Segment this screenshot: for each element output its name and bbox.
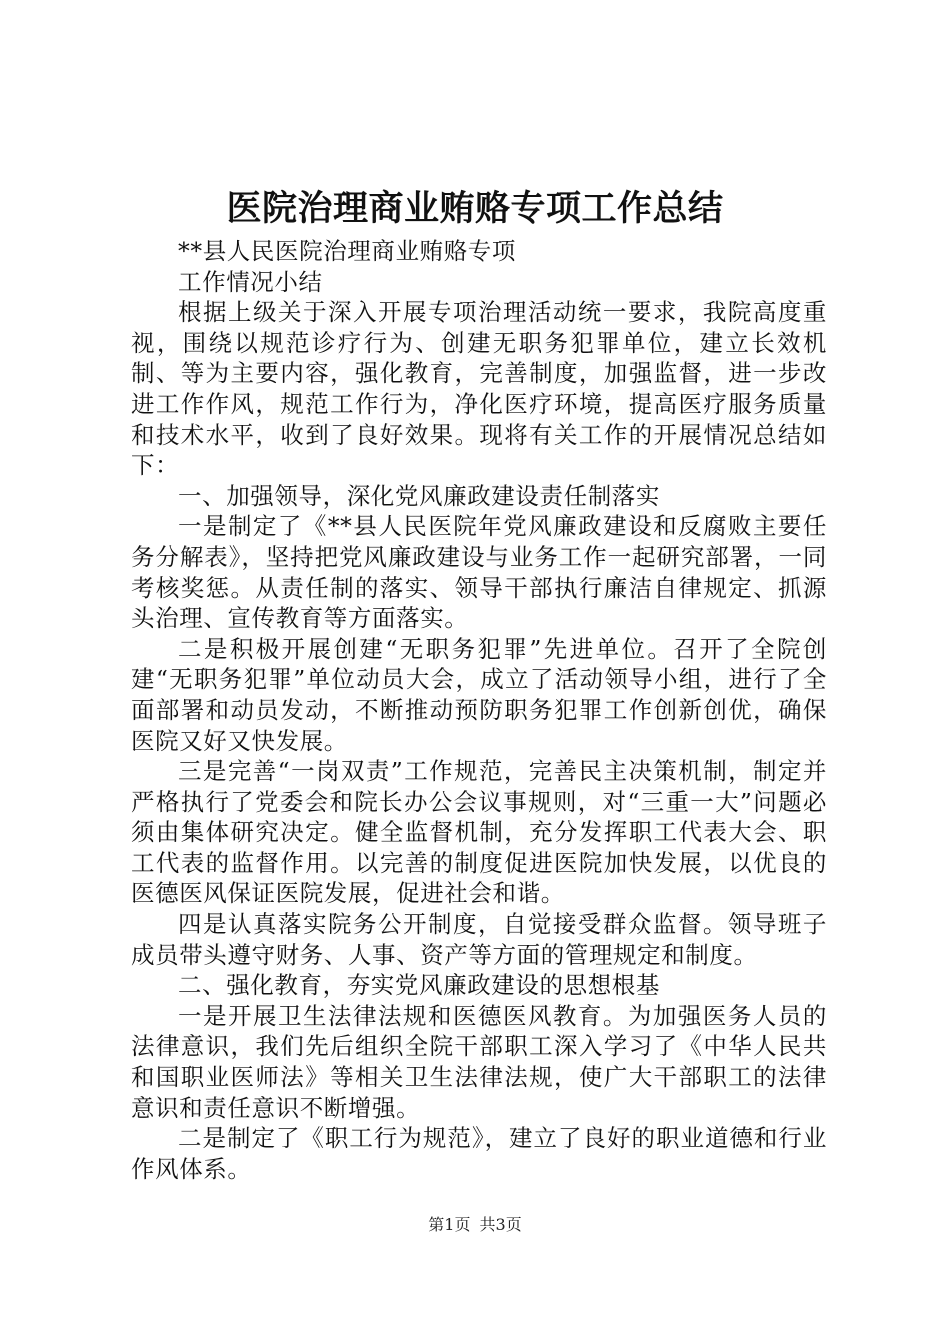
paragraph-2-1: 一是开展卫生法律法规和医德医风教育。为加强医务人员的法律意识，我们先后组织全院干部职工深入学习了《中华人民共和国职业医师法》等相关卫生法律法规，使广大干部职工的法律意识和责任意识不断增强。 — [131, 1001, 827, 1122]
intro-paragraph: 根据上级关于深入开展专项治理活动统一要求，我院高度重视，围绕以规范诊疗行为、创建无职务犯罪单位，建立长效机制、等为主要内容，强化教育，完善制度，加强监督，进一步改进工作作风，规范工作行为，净化医疗环境，提高医疗服务质量和技术水平，收到了良好效果。现将有关工作的开展情况总结如下： — [131, 298, 827, 480]
paragraph-1-3: 三是完善“一岗双责”工作规范，完善民主决策机制，制定并严格执行了党委会和院长办公会议事规则，对“三重一大”问题必须由集体研究决定。健全监督机制，充分发挥职工代表大会、职工代表的监督作用。以完善的制度促进医院加快发展，以优良的医德医风保证医院发展，促进社会和谐。 — [131, 757, 827, 908]
page-total: 共3页 — [479, 1215, 522, 1234]
page-number: 第1页 — [428, 1215, 471, 1234]
subtitle-line-2: 工作情况小结 — [178, 267, 323, 296]
paragraph-1-4: 四是认真落实院务公开制度，自觉接受群众监督。领导班子成员带头遵守财务、人事、资产等方面的管理规定和制度。 — [131, 910, 827, 969]
document-body — [131, 236, 827, 1184]
section-heading-2: 二、强化教育，夯实党风廉政建设的思想根基 — [178, 971, 660, 1000]
subtitle-line-1: **县人民医院治理商业贿赂专项 — [178, 237, 516, 265]
document-title: 医院治理商业贿赂专项工作总结 — [226, 188, 724, 229]
paragraph-2-2: 二是制定了《职工行为规范》，建立了良好的职业道德和行业作风体系。 — [131, 1124, 827, 1183]
paragraph-1-2: 二是积极开展创建“无职务犯罪”先进单位。召开了全院创建“无职务犯罪”单位动员大会，成立了活动领导小组，进行了全面部署和动员发动，不断推动预防职务犯罪工作创新创优，确保医院又好又快发展。 — [131, 634, 827, 755]
section-heading-1: 一、加强领导，深化党风廉政建设责任制落实 — [178, 481, 660, 510]
paragraph-1-1: 一是制定了《**县人民医院年党风廉政建设和反腐败主要任务分解表》，坚持把党风廉政建设与业务工作一起研究部署，一同考核奖惩。从责任制的落实、领导干部执行廉洁自律规定、抓源头治理、宣传教育等方面落实。 — [131, 512, 827, 633]
page-footer — [0, 1215, 950, 1235]
